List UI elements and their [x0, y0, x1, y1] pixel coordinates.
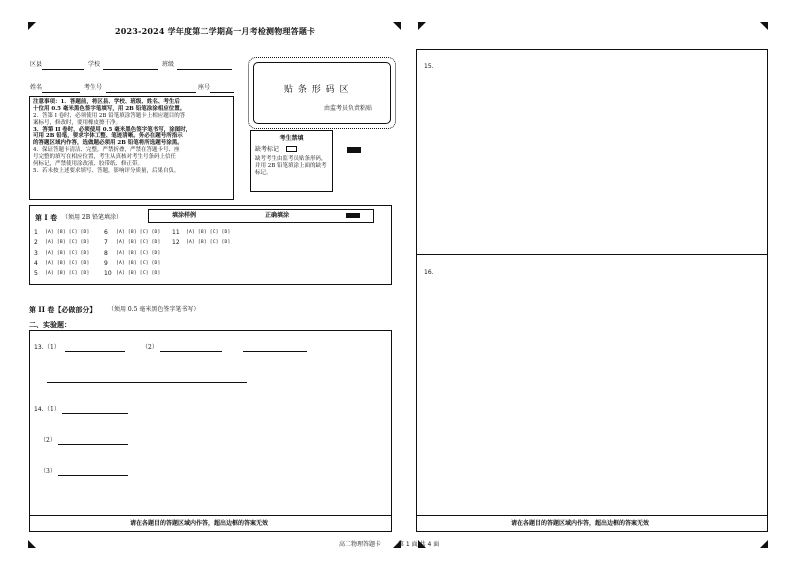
absent-box: [250, 130, 333, 192]
exam-no-label: 考生号: [84, 84, 103, 91]
name-label: 姓名: [30, 84, 43, 91]
right-footer-note: 请在各题目的答题区域内作答，超出边框的答案无效: [511, 520, 650, 527]
corner-mark-top-center-2: [418, 22, 426, 30]
notice-line: 注意事项：1．答题前，将区县、学校、班级、姓名、考生后: [33, 99, 180, 105]
choice-bubbles[interactable]: [A] [B] [C] [D]: [45, 251, 90, 256]
q14-part1-label: （1）: [44, 406, 60, 413]
notice-box: [29, 96, 234, 200]
corner-mark-bottom-right: [760, 540, 768, 548]
notice-line: 十位用 0.5 毫米黑色签字笔填写，用 2B 铅笔涂涂相应位置。: [33, 105, 186, 112]
choice-number: 1: [34, 229, 38, 236]
barcode-note: 由监考员负责粘贴: [324, 105, 373, 112]
seat-label: 座号: [198, 84, 211, 91]
choice-number: 5: [34, 270, 38, 277]
choice-number: 2: [34, 239, 38, 246]
choice-bubbles[interactable]: [A] [B] [C] [D]: [186, 230, 231, 235]
q16-number: 16.: [424, 269, 434, 276]
choice-number: 6: [104, 229, 108, 236]
notice-line: 2．答第 I 卷时，必须使用 2B 铅笔填涂答题卡上相应题目的答: [33, 112, 186, 119]
q15-answer-area[interactable]: [417, 50, 767, 253]
school-field[interactable]: [103, 69, 158, 70]
absent-note-line: 缺考考生由监考员贴条形码，: [255, 156, 327, 162]
notice-line: 号完整的填写在相应位置，考生从真核对考生号条码上信任: [33, 154, 177, 160]
absent-mark-row: [255, 146, 328, 154]
section2-footer-note: 请在各题目的答题区域内作答，超出边框的答案无效: [130, 520, 269, 527]
q13-part1-label: （1）: [44, 344, 60, 351]
corner-mark-bottom-left: [28, 540, 36, 548]
district-field[interactable]: [42, 69, 84, 70]
choice-bubbles[interactable]: [A] [B] [C] [D]: [45, 261, 90, 266]
corner-mark-top-left: [28, 22, 36, 30]
fill-sample-label: 填涂样例: [172, 212, 197, 219]
q14-part2-label: （2）: [40, 437, 56, 444]
section2-subtitle: （须用 0.5 毫米黑色签字笔书写）: [108, 306, 200, 313]
absent-title: 考生禁填: [279, 135, 304, 142]
choice-bubbles[interactable]: [A] [B] [C] [D]: [116, 230, 161, 235]
page-footer-title: 高二物理答题卡: [339, 541, 382, 548]
timing-mark: [347, 147, 361, 153]
section1-title: 第 I 卷: [35, 213, 58, 222]
choice-bubbles[interactable]: [A] [B] [C] [D]: [116, 251, 161, 256]
notice-line: 案标号，修改时，要用橡皮擦干净。: [33, 119, 122, 126]
q13-part2-label: （2）: [142, 344, 158, 351]
part-title: 二、实验题：: [29, 320, 71, 329]
q14-part3-blank[interactable]: [58, 475, 128, 476]
page-footer-count: 第 1 面/共 4 面: [398, 541, 440, 548]
notice-line: 何标记，严禁使用涂改液、胶带纸、修正带。: [33, 160, 144, 167]
q13-extra-blank[interactable]: [243, 351, 307, 352]
correct-fill-label: 正确填涂: [265, 212, 290, 219]
choice-number: 3: [34, 250, 38, 257]
q14-number: 14.: [34, 406, 44, 413]
absent-note-line: 并用 2B 铅笔填涂上面的缺考: [255, 162, 327, 169]
q14-part3-label: （3）: [40, 468, 56, 475]
notice-line: 5．若未按上述要求填写、答题，影响评分质量，后果自负。: [33, 167, 180, 174]
choice-number: 7: [104, 239, 108, 246]
q13-part2-blank[interactable]: [160, 351, 222, 352]
choice-number: 9: [104, 260, 108, 267]
absent-mark-bubble[interactable]: [286, 146, 297, 152]
choice-bubbles[interactable]: [A] [B] [C] [D]: [45, 240, 90, 245]
section2-title: 第 II 卷【必做部分】: [29, 305, 97, 314]
choice-number: 12: [172, 239, 180, 246]
notice-line: 可用 2B 铅笔，要求字体工整、笔迹清晰。务必在题号所指示: [33, 133, 183, 140]
q13-long-blank[interactable]: [47, 382, 247, 383]
q14-part2-blank[interactable]: [58, 444, 128, 445]
q13-part1-blank[interactable]: [65, 351, 125, 352]
q14-part1-blank[interactable]: [62, 413, 128, 414]
class-label: 班级: [162, 61, 175, 68]
section1-subtitle: （须用 2B 铅笔填涂）: [62, 214, 123, 221]
choice-number: 8: [104, 250, 108, 257]
choice-number: 10: [104, 270, 112, 277]
right-footer-divider: [416, 515, 768, 516]
notice-line: 4．保证答题卡清洁、完整，严禁折叠，严禁在答题卡号、座: [33, 147, 180, 154]
district-label: 区县: [30, 61, 43, 68]
page-title: 2023-2024 学年度第二学期高一月考检测物理答题卡: [115, 26, 316, 36]
q16-answer-area[interactable]: [417, 256, 767, 514]
exam-no-field[interactable]: [106, 92, 196, 93]
q15-q16-divider: [416, 254, 768, 255]
name-field[interactable]: [42, 92, 80, 93]
choice-bubbles[interactable]: [A] [B] [C] [D]: [186, 240, 231, 245]
school-label: 学校: [88, 61, 101, 68]
corner-mark-top-right: [760, 22, 768, 30]
choice-bubbles[interactable]: [A] [B] [C] [D]: [116, 261, 161, 266]
choice-bubbles[interactable]: [A] [B] [C] [D]: [45, 230, 90, 235]
section2-answer-box: [29, 330, 392, 532]
choice-number: 11: [172, 229, 180, 236]
choice-bubbles[interactable]: [A] [B] [C] [D]: [45, 271, 90, 276]
corner-mark-top-center: [393, 22, 401, 30]
choice-bubbles[interactable]: [A] [B] [C] [D]: [116, 271, 161, 276]
notice-line: 3．答第 II 卷时，必须使用 0.5 毫米黑色签字笔书写，涂图时，: [33, 126, 192, 133]
class-field[interactable]: [177, 69, 232, 70]
q13-number: 13.: [34, 344, 44, 351]
notice-line: 的答题区域内作答，选做题必须用 2B 铅笔将所选题号涂黑。: [33, 140, 183, 147]
choice-number: 4: [34, 260, 38, 267]
absent-mark-label: 缺考标记: [255, 145, 280, 153]
barcode-title: 贴 条 形 码 区: [284, 85, 350, 95]
seat-field[interactable]: [210, 92, 234, 93]
q15-number: 15.: [424, 63, 434, 70]
absent-note-line: 标记。: [255, 169, 272, 176]
choice-bubbles[interactable]: [A] [B] [C] [D]: [116, 240, 161, 245]
section2-footer-divider: [29, 515, 392, 516]
correct-fill-sample: [346, 213, 360, 218]
